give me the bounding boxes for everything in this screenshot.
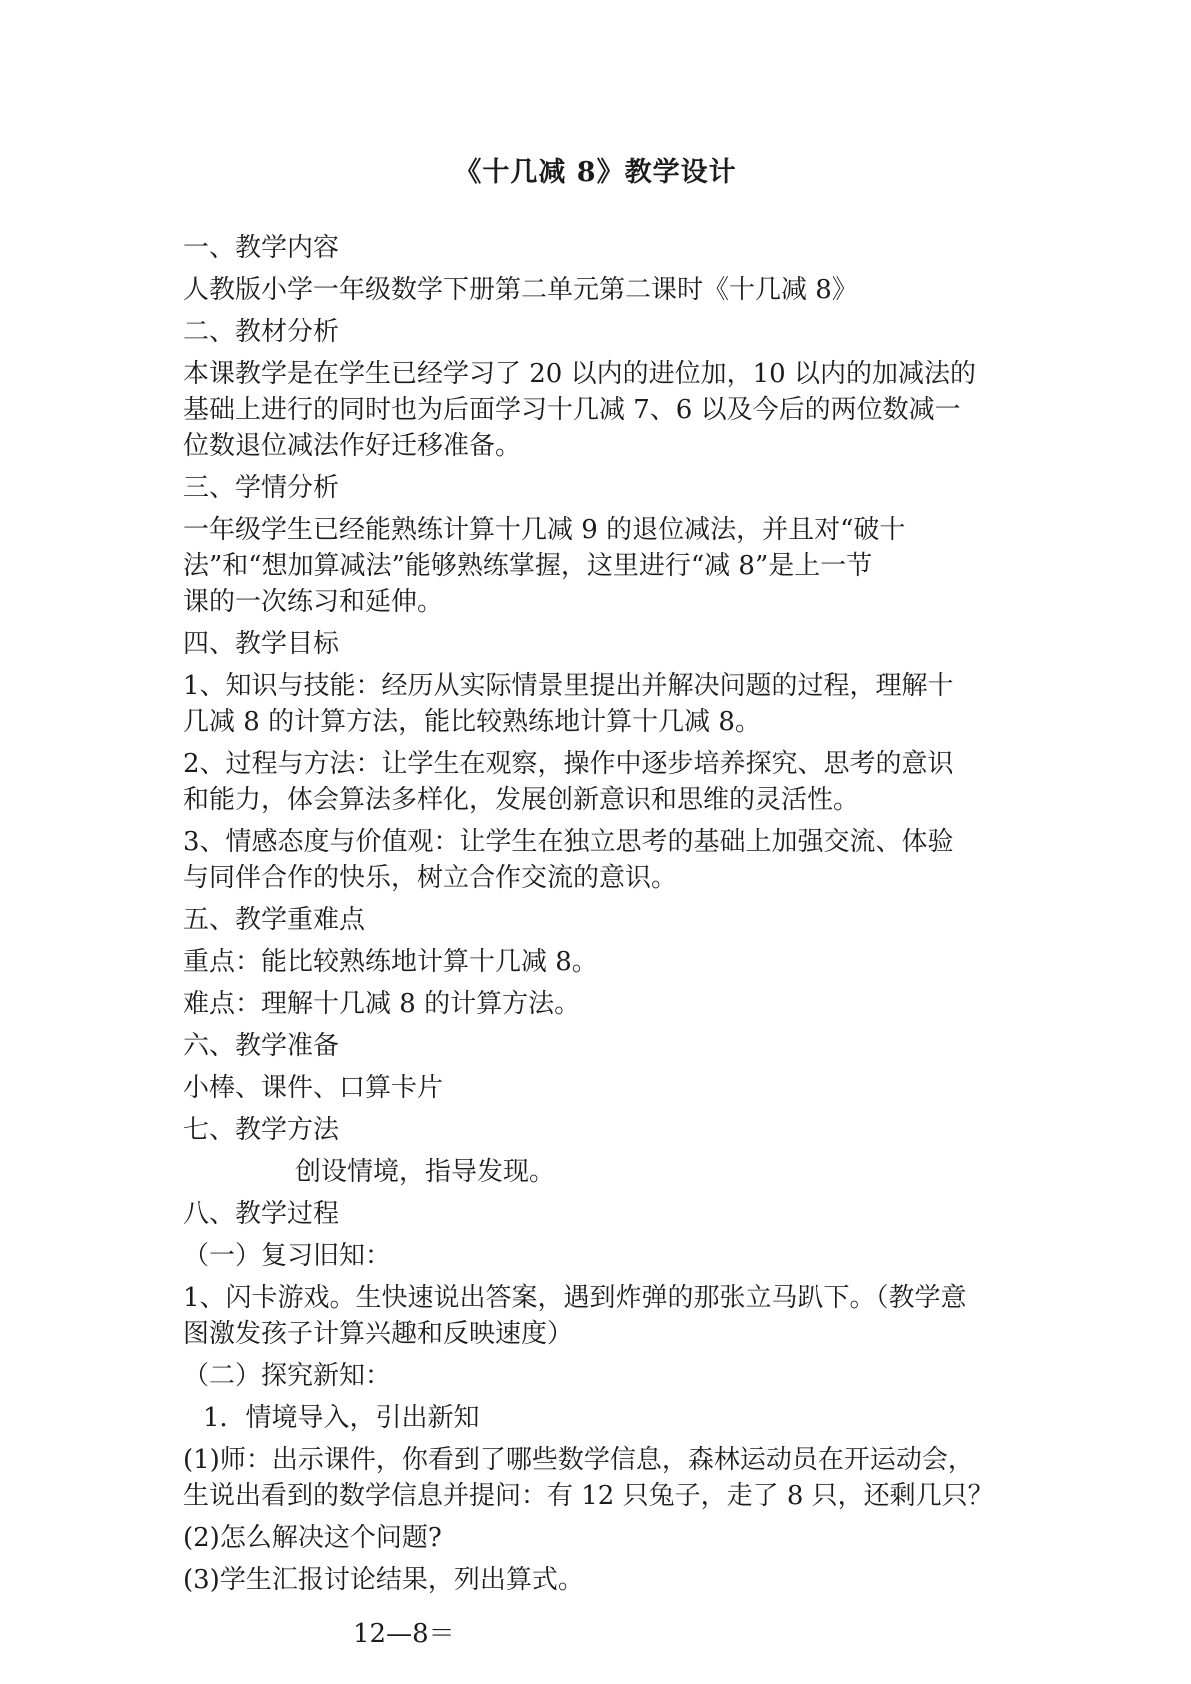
paragraph-line: 1、闪卡游戏。生快速说出答案，遇到炸弹的那张立马趴下。（教学意 (183, 1283, 967, 1313)
formula-line: 12—8＝ (353, 1619, 455, 1649)
paragraph-line: 1．情境导入，引出新知 (203, 1403, 480, 1433)
paragraph-line: 难点：理解十几减 8 的计算方法。 (183, 989, 581, 1019)
paragraph-line: 位数退位减法作好迁移准备。 (183, 431, 522, 461)
paragraph-line: 课的一次练习和延伸。 (183, 587, 444, 617)
section-heading: 五、教学重难点 (183, 905, 366, 935)
section-heading: 一、教学内容 (183, 233, 340, 263)
paragraph-line: 与同伴合作的快乐，树立合作交流的意识。 (183, 863, 678, 893)
paragraph-line: (2)怎么解决这个问题? (183, 1523, 442, 1553)
section-heading: 八、教学过程 (183, 1199, 340, 1229)
subsection-heading: （一）复习旧知： (183, 1241, 392, 1271)
paragraph-line: 重点：能比较熟练地计算十几减 8。 (183, 947, 598, 977)
paragraph-line: 图激发孩子计算兴趣和反映速度） (183, 1319, 574, 1349)
paragraph-line: 本课教学是在学生已经学习了 20 以内的进位加，10 以内的加减法的 (183, 359, 976, 389)
paragraph-line: 3、情感态度与价值观：让学生在独立思考的基础上加强交流、体验 (183, 827, 954, 857)
paragraph-line: 2、过程与方法：让学生在观察，操作中逐步培养探究、思考的意识 (183, 749, 954, 779)
paragraph-line: 几减 8 的计算方法，能比较熟练地计算十几减 8。 (183, 707, 761, 737)
paragraph-line: 一年级学生已经能熟练计算十几减 9 的退位减法，并且对“破十 (183, 515, 906, 545)
paragraph-line: 人教版小学一年级数学下册第二单元第二课时《十几减 8》 (183, 275, 858, 305)
paragraph-line: 创设情境，指导发现。 (295, 1157, 556, 1187)
section-heading: 三、学情分析 (183, 473, 340, 503)
paragraph-line: 基础上进行的同时也为后面学习十几减 7、6 以及今后的两位数减一 (183, 395, 961, 425)
section-heading: 七、教学方法 (183, 1115, 340, 1145)
paragraph-line: (1)师：出示课件，你看到了哪些数学信息，森林运动员在开运动会， (183, 1445, 974, 1475)
paragraph-line: (3)学生汇报讨论结果，列出算式。 (183, 1565, 584, 1595)
document-body (183, 230, 1023, 1652)
document-title: 《十几减 8》教学设计 (454, 157, 737, 188)
section-heading: 二、教材分析 (183, 317, 340, 347)
paragraph-line: 法”和“想加算减法”能够熟练掌握，这里进行“减 8”是上一节 (183, 551, 873, 581)
paragraph-line: 生说出看到的数学信息并提问：有 12 只兔子，走了 8 只，还剩几只？ (183, 1481, 994, 1511)
paragraph-line: 和能力，体会算法多样化，发展创新意识和思维的灵活性。 (183, 785, 860, 815)
subsection-heading: （二）探究新知： (183, 1361, 392, 1391)
section-heading: 四、教学目标 (183, 629, 340, 659)
paragraph-line: 小棒、课件、口算卡片 (183, 1073, 444, 1103)
section-heading: 六、教学准备 (183, 1031, 340, 1061)
paragraph-line: 1、知识与技能：经历从实际情景里提出并解决问题的过程，理解十 (183, 671, 954, 701)
